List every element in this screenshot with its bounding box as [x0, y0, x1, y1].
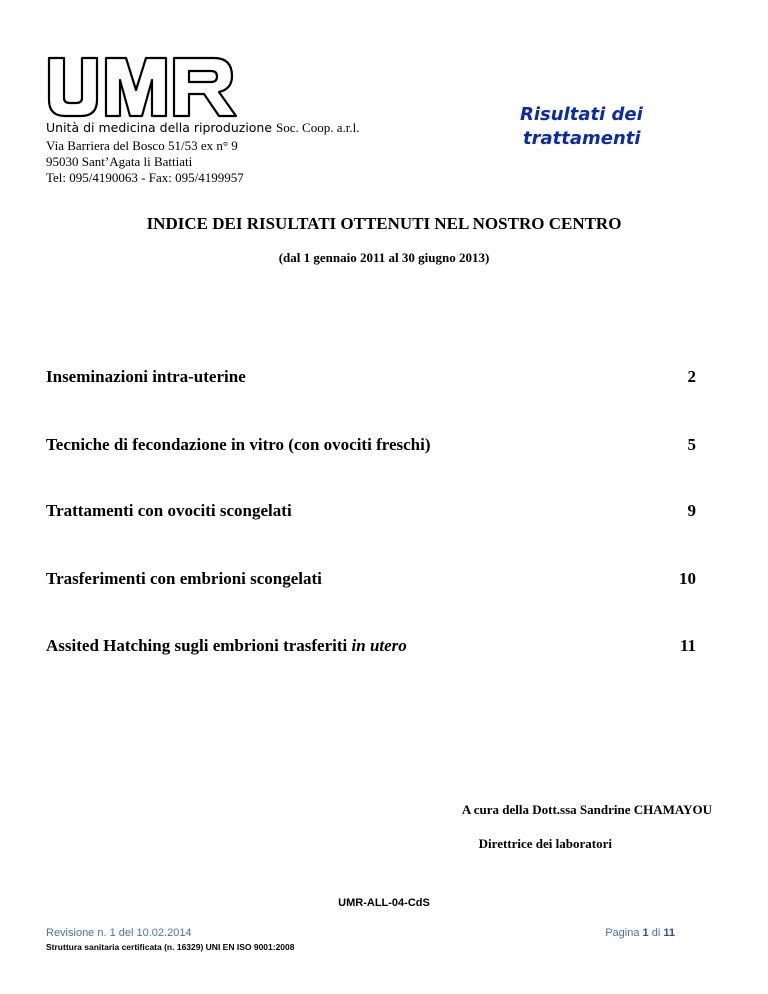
toc-item-page: 9 — [687, 501, 696, 520]
certification-info: Struttura sanitaria certificata (n. 16329) UNI EN ISO 9001:2008 — [46, 942, 295, 952]
toc-item-page: 10 — [679, 569, 696, 588]
toc-item-label: Inseminazioni intra-uterine — [46, 367, 246, 386]
org-name: Unità di medicina della riproduzione — [46, 120, 273, 135]
author-credit: A cura della Dott.ssa Sandrine CHAMAYOU — [461, 802, 712, 817]
toc-item-label: Tecniche di fecondazione in vitro (con ovociti freschi) — [46, 435, 431, 454]
document-title — [520, 103, 670, 151]
umr-logo — [46, 56, 242, 118]
toc-item-label-italic: in utero — [351, 636, 407, 655]
toc-item-page: 5 — [687, 435, 696, 454]
author-role: Direttrice dei laboratori — [478, 836, 612, 851]
page-number-of: di — [651, 927, 661, 939]
contact-phone-fax: Tel: 095/4190063 - Fax: 095/4199957 — [46, 170, 244, 185]
page-number-total: 11 — [663, 927, 675, 939]
page-number-prefix: Pagina — [605, 927, 640, 939]
document-code: UMR-ALL-04-CdS — [338, 897, 430, 909]
logo-letter-u — [49, 58, 97, 116]
page-number-current: 1 — [642, 927, 649, 939]
document-title-line2: trattamenti — [523, 128, 641, 149]
revision-info: Revisione n. 1 del 10.02.2014 — [46, 927, 192, 939]
org-name-line — [46, 120, 359, 136]
org-type: Soc. Coop. a.r.l. — [276, 120, 360, 135]
document-title-line1: Risultati dei — [520, 104, 643, 125]
logo-letter-r — [174, 58, 236, 116]
toc-item-label-text: Assited Hatching sugli embrioni trasferiti — [46, 636, 348, 655]
page-number — [0, 927, 675, 939]
address-street: Via Barriera del Bosco 51/53 ex n° 9 — [46, 138, 238, 153]
logo-letter-m — [106, 58, 166, 116]
page-subtitle: (dal 1 gennaio 2011 al 30 giugno 2013) — [278, 250, 490, 265]
toc-item-page: 11 — [679, 636, 696, 655]
page-title: INDICE DEI RISULTATI OTTENUTI NEL NOSTRO CENTRO — [146, 214, 622, 233]
toc-item-page: 2 — [687, 367, 696, 386]
address-city: 95030 Sant’Agata li Battiati — [46, 154, 193, 169]
toc-item-label — [46, 636, 407, 656]
toc-item-label: Trattamenti con ovociti scongelati — [46, 501, 292, 520]
toc-item-label: Trasferimenti con embrioni scongelati — [46, 569, 322, 588]
